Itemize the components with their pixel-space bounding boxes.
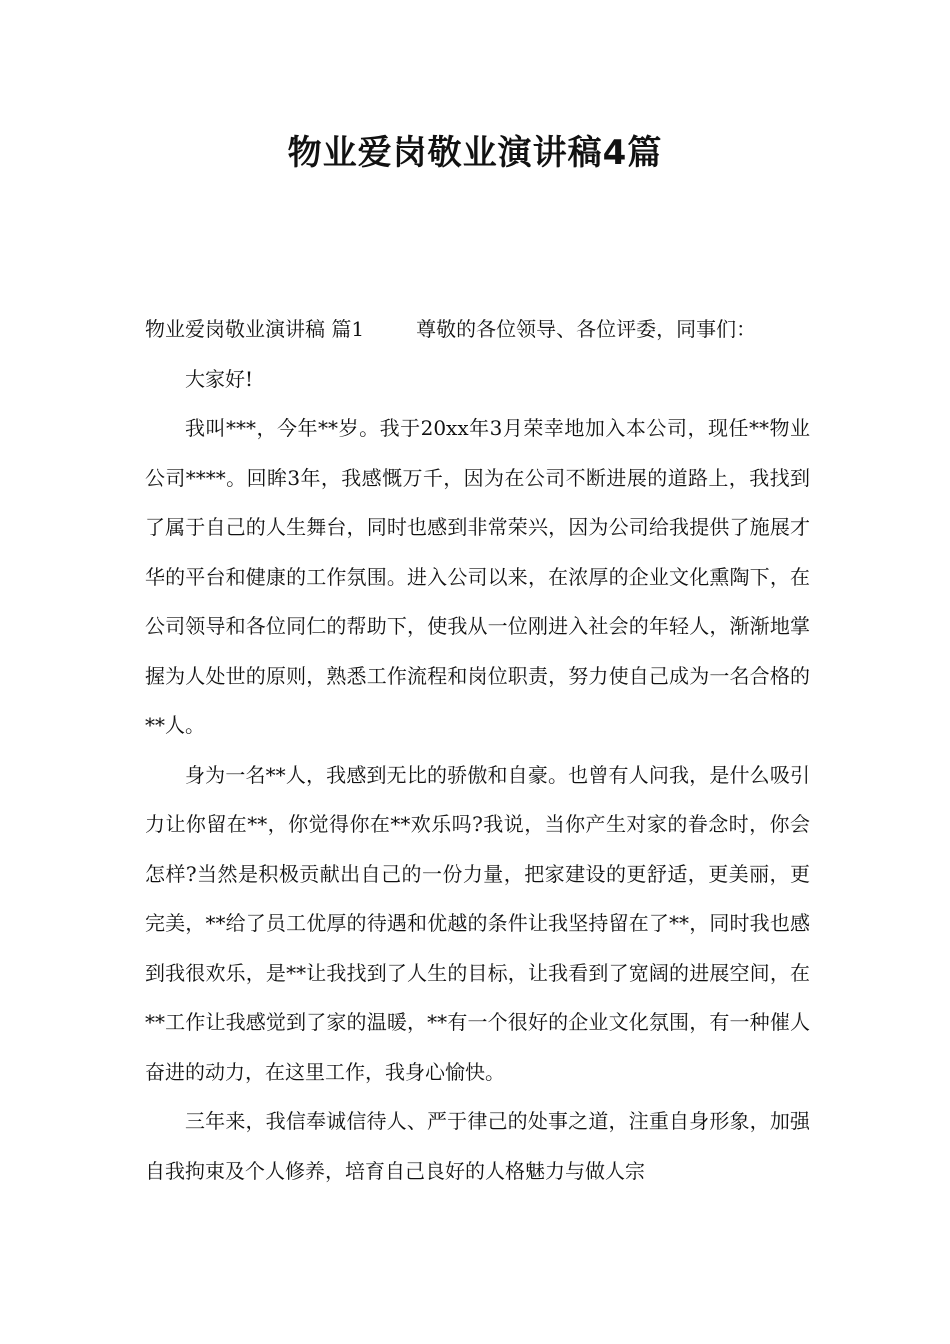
section-heading: 物业爱岗敬业演讲稿 篇1 [145, 317, 365, 341]
paragraph-introduction: 我叫***，今年**岁。我于20xx年3月荣幸地加入本公司，现任**物业公司****。回眸3年，我感慨万千，因为在公司不断进展的道路上，我找到了属于自己的人生舞台，同时也感到非常荣兴，因为公司给我提供了施展才华的平台和健康的工作氛围。进入公司以来，在浓厚的企业文化熏陶下，在公司领导和各位同仁的帮助下，使我从一位刚进入社会的年轻人，渐渐地掌握为人处世的原则，熟悉工作流程和岗位职责，努力使自己成为一名合格的**人。 [145, 416, 810, 737]
paragraph-greeting: 大家好! [185, 366, 254, 391]
document-title: 物业爱岗敬业演讲稿4篇 [287, 133, 663, 173]
salutation: 尊敬的各位领导、各位评委，同事们： [416, 317, 757, 341]
document-body [145, 305, 810, 1196]
opening-line [145, 305, 810, 355]
paragraph-pride: 身为一名**人，我感到无比的骄傲和自豪。也曾有人问我，是什么吸引力让你留在**，你觉得你在**欢乐吗?我说，当你产生对家的眷念时，你会怎样?当然是积极贡献出自己的一份力量，把家建设的更舒适，更美丽，更完美，**给了员工优厚的待遇和优越的条件让我坚持留在了**，同时我也感到我很欢乐，是**让我找到了人生的目标，让我看到了宽阔的进展空间，在**工作让我感觉到了家的温暖，**有一个很好的企业文化氛围，有一种催人奋进的动力，在这里工作，我身心愉快。 [145, 762, 810, 1084]
paragraph-three-years: 三年来，我信奉诚信待人、严于律己的处事之道，注重自身形象，加强自我拘束及个人修养，培育自己良好的人格魅力与做人宗 [145, 1109, 810, 1183]
